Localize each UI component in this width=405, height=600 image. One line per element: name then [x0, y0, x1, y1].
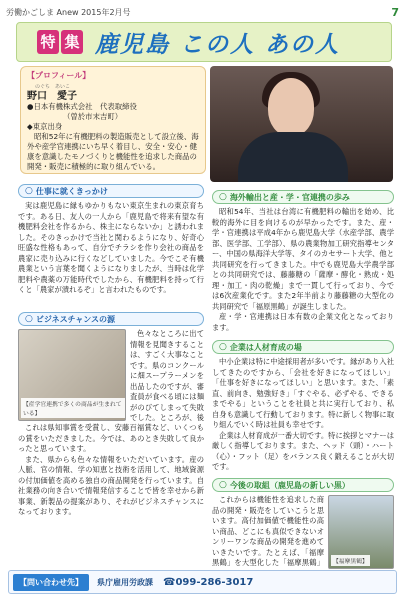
section-kikkake: [18, 184, 204, 296]
section-bullet-icon: ○: [219, 192, 227, 202]
section-overseas-paragraph: 昭和54年、当社は台湾に有機肥料の輸出を始め、比較的海外に目を向けるのが早かったです。また、産・学・官連携は平成4年から鹿児島大学（水産学部、農学部、医学部、工学部）、県の農業物加工研究指導センター、中国の県海洋大学等、タイのカセサート大学、他と共同研究を行ってきました。中でも鹿児島大学農学部との共同研究では、藤藤糖の「薩摩・酵化・熟成・処理・加工・肉の乾燥」まで一貫して行っており、今では6次産業化です。また2年半前より藤藤糖の大型化の共同研究で「福原黒鶴」が誕生しました。: [212, 207, 394, 311]
section-future-title: [212, 478, 394, 492]
profile-location: （曽於市末吉町）: [63, 112, 123, 121]
portrait-face: [268, 78, 314, 136]
section-future-content: [212, 495, 394, 569]
section-business-body: [18, 423, 204, 518]
section-future-paragraph: これからは機能性を追求した商品の開発・販売をしていこうと思います。高付加価値で機能性の高い商品、どこにも真似できないオンリーワンな商品の開発を進めていきたいです。たとえば、「福摩黒鶴」を大型化した「福摩黒鶴」: [212, 495, 324, 567]
section-overseas-title-text: 海外輸出と産・学・官連携の歩み: [229, 192, 350, 202]
tokushu-char-2: 集: [61, 30, 83, 54]
section-bullet-icon: ○: [25, 186, 33, 196]
contact-bar: [8, 570, 397, 594]
products-photo-caption: 【産学官連携で多くの商品が生まれている】: [21, 398, 125, 418]
cattle-photo-caption: 【福摩黒鶴】: [331, 555, 370, 566]
section-growth-paragraph: 中小企業は特に中途採用者が多いです。縁があり入社してきたのですから、「会社を好きになってほしい」「仕事を好きになってほしい」と思います。また、「素直、前向き、勉強好き」「すぐやる、必ずやる、できるまでやる」ということを社員と共に実行しており、私自身も意識して行動しております。特に新しく物事に取り組んでいく時は社員も幸せです。: [212, 357, 394, 429]
section-future-title-text: 今後の取組（鹿児島の新しい黒）: [229, 480, 350, 490]
section-kikkake-title: [18, 184, 204, 198]
contact-department: 県庁雇用労政課: [97, 577, 153, 587]
products-photo: [18, 329, 126, 421]
section-business-title: [18, 312, 204, 326]
profile-birthplace: ◆東京出身: [27, 122, 63, 131]
profile-name: 野口 愛子: [27, 91, 77, 102]
section-bullet-icon: ○: [219, 480, 227, 490]
section-business-top: [18, 329, 204, 421]
profile-company: ●日本有機株式会社 代表取締役: [27, 102, 137, 111]
section-bullet-icon: ○: [219, 342, 227, 352]
contact-phone: ☎099-286-3017: [163, 576, 254, 588]
profile-box: [20, 66, 206, 174]
feature-headline: 鹿児島 この人 あの人: [95, 30, 341, 58]
section-business-paragraph-3: また、県からも色々な情報をいただいています。産の人脈、官の情報、学の知恵と技術を活用して、地域資源の付加価値を高める独自の商品開発を行っています。自社業務の向き合いで情報発信することで皆を幸せから新事業、新製品の提案があり、それがビジネスチャンスになっております。: [18, 454, 204, 516]
tokushu-char-1: 特: [37, 30, 59, 54]
page-header: [6, 4, 399, 20]
section-future-body: [212, 495, 324, 569]
section-kikkake-body: [18, 201, 204, 296]
profile-description: 昭和52年に有機肥料の製造販売として設立後、海外や産学官連携にいち早く着目し、安全・安心・健康を意識したモノづくりと機能性を追求した商品の開発・販売に積極的に取り組んでいる。: [27, 132, 199, 171]
section-overseas-paragraph-2: 産・学・官連携は日本有数の企業文化となっております。: [212, 312, 394, 332]
section-growth-body: [212, 357, 394, 473]
portrait-photo: [210, 66, 393, 182]
profile-tag: 【プロフィール】: [27, 71, 91, 80]
section-overseas-title: [212, 190, 394, 204]
section-business-side: [130, 329, 204, 421]
tokushu-badge: [37, 30, 83, 54]
section-growth-paragraph-2: 企業は人材育成が一番大切です。特に挨拶とマナーは厳しく指導しております。また、ヘッド（頭）・ハート（心）・フット（足）をバランス良く鍛えることが大切です。: [212, 430, 394, 471]
feature-title-banner: [16, 22, 392, 62]
section-bullet-icon: ○: [25, 314, 33, 324]
section-business-side-text: 色々なところに出て情報を見聞きすることは、すごく大事なことです。県のコンクールに畑スープラーメンを出品したのですが、審査員が食べる頃には麺がのびてしまって失敗でした。ところが、後: [130, 329, 204, 421]
section-growth-title: [212, 340, 394, 354]
cattle-photo: [328, 495, 394, 569]
contact-label: 【問い合わせ先】: [13, 574, 89, 591]
section-kikkake-paragraph: 実は鹿児島に縁もゆかりもない東京生まれの東京育ちです。ある日、友人の一人から「鹿児島で将来有望な有機肥料会社を作るから、株主にならないか」と誘われました。そのきっかけで当社と関わるようになり、好奇心旺盛な性格もあって、自分でチラシを作り会社の商品を農家に売り込みに行くなどしていました。今でこそ有機農業という言葉を聞くようになりましたが、当時は化学肥料や農薬の万能時代でしたから、有機肥料を持って行くと「農家が潰れるぞ」と言われたものです。: [18, 201, 204, 294]
section-growth: [212, 340, 394, 473]
section-overseas-body: [212, 207, 394, 333]
profile-ruby: のぐち あいこ: [35, 84, 71, 90]
section-future: [212, 478, 394, 569]
section-business: [18, 312, 204, 518]
portrait-body: [238, 132, 348, 182]
section-growth-title-text: 企業は人材育成の場: [229, 342, 302, 352]
section-kikkake-title-text: 仕事に就くきっかけ: [35, 186, 108, 196]
section-overseas: [212, 190, 394, 333]
page-number: 7: [391, 5, 399, 19]
section-business-title-text: ビジネスチャンスの源: [35, 314, 115, 324]
publication-title: 労働かごしま Anew 2015年2月号: [6, 7, 131, 17]
section-business-paragraph-2: これは県知事賞を受賞し、安藤百福賞など、いくつもの賞をいただきました。今では、あのとき失敗して良かったと思っています。: [18, 423, 204, 453]
